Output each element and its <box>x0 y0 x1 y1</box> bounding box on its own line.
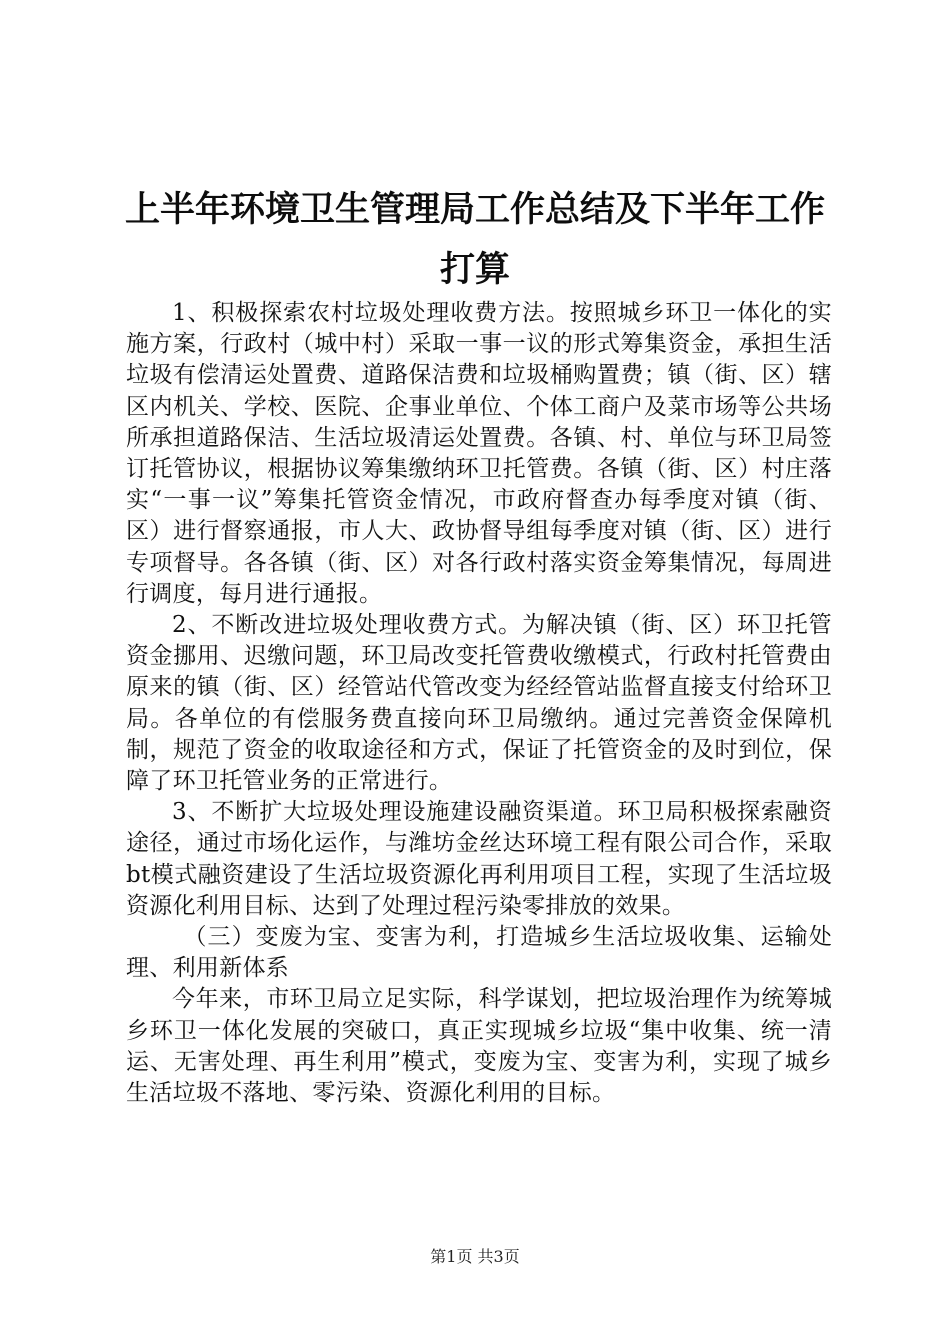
document-body <box>126 298 832 1109</box>
section-heading-3: （三）变废为宝、变害为利，打造城乡生活垃圾收集、运输处理、利用新体系 <box>126 924 832 982</box>
title-line-1: 上半年环境卫生管理局工作总结及下半年工作 <box>124 190 825 230</box>
paragraph-1: 1、积极探索农村垃圾处理收费方法。按照城乡环卫一体化的实施方案，行政村（城中村）采取一事一议的形式筹集资金，承担生活垃圾有偿清运处置费、道路保洁费和垃圾桶购置费；镇（街、区）辖区内机关、学校、医院、企事业单位、个体工商户及菜市场等公共场所承担道路保洁、生活垃圾清运处置费。各镇、村、单位与环卫局签订托管协议，根据协议筹集缴纳环卫托管费。各镇（街、区）村庄落实“一事一议”筹集托管资金情况，市政府督查办每季度对镇（街、区）进行督察通报，市人大、政协督导组每季度对镇（街、区）进行专项督导。各各镇（街、区）对各行政村落实资金筹集情况，每周进行调度，每月进行通报。 <box>126 300 832 607</box>
paragraph-2: 2、不断改进垃圾处理收费方式。为解决镇（街、区）环卫托管资金挪用、迟缴问题，环卫局改变托管费收缴模式，行政村托管费由原来的镇（街、区）经管站代管改变为经经管站监督直接支付给环卫局。各单位的有偿服务费直接向环卫局缴纳。通过完善资金保障机制，规范了资金的收取途径和方式，保证了托管资金的及时到位，保障了环卫托管业务的正常进行。 <box>126 612 832 795</box>
paragraph-3: 3、不断扩大垃圾处理设施建设融资渠道。环卫局积极探索融资途径，通过市场化运作，与潍坊金丝达环境工程有限公司合作，采取bt模式融资建设了生活垃圾资源化再利用项目工程，实现了生活垃圾资源化利用目标、达到了处理过程污染零排放的效果。 <box>126 799 832 919</box>
document-title <box>100 180 850 300</box>
paragraph-4: 今年来，市环卫局立足实际，科学谋划，把垃圾治理作为统筹城乡环卫一体化发展的突破口，真正实现城乡垃圾“集中收集、统一清运、无害处理、再生利用”模式，变废为宝、变害为利，实现了城乡生活垃圾不落地、零污染、资源化利用的目标。 <box>126 986 832 1107</box>
page-footer: 第1页 共3页 <box>430 1247 520 1266</box>
title-line-2: 打算 <box>439 250 510 290</box>
